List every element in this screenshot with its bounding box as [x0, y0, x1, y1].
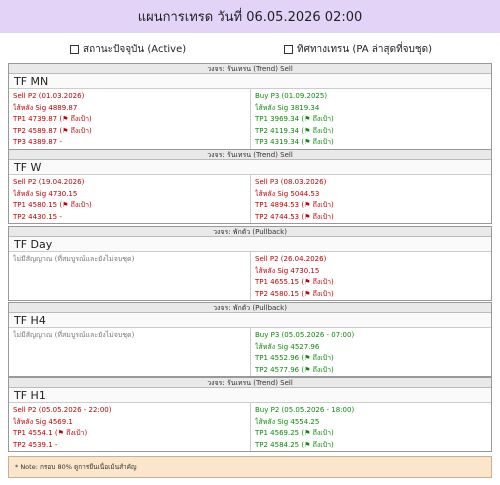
signal-line: TP1 4655.15 (⚑ ถึงเป้า) — [255, 278, 334, 287]
signal-line: TP1 4552.96 (⚑ ถึงเป้า) — [255, 354, 334, 363]
timeframe-label: TF H4 — [9, 313, 491, 328]
signal-line: ไส้หลัง Sig 4889.87 — [13, 103, 78, 112]
no-signal-text: ไม่มีสัญญาณ (ที่สมบูรณ์และยังไม่จบชุด) — [13, 331, 135, 339]
cycle-label: วงจร: พักตัว (Pullback) — [9, 227, 491, 237]
timeframe-card-day — [8, 226, 492, 301]
checkbox-icon[interactable] — [284, 45, 293, 54]
legend-active-label: สถานะปัจจุบัน (Active) — [83, 44, 187, 55]
signal-column-right — [250, 252, 491, 300]
signal-line: TP1 4569.25 (⚑ ถึงเป้า) — [255, 429, 334, 438]
page-title-bar — [0, 0, 500, 33]
signal-line: Sell P2 (19.04.2026) — [13, 178, 85, 186]
signal-line: ไส้หลัง Sig 4730.15 — [255, 266, 320, 275]
timeframe-card-mn — [8, 63, 492, 150]
signal-line: ไส้หลัง Sig 4569.1 — [13, 417, 73, 426]
signal-column-left — [9, 89, 250, 149]
signal-line: TP2 4539.1 - — [13, 440, 58, 449]
signal-line: TP2 4119.34 (⚑ ถึงเป้า) — [255, 126, 334, 135]
note-text: * Note: กรอบ 80% ดูการยืนเนื่อเม้นสำคัญ — [15, 463, 137, 471]
timeframe-card-h4 — [8, 302, 492, 377]
signal-line: ไส้หลัง Sig 4730.15 — [13, 189, 78, 198]
signal-line: TP2 4580.15 (⚑ ถึงเป้า) — [255, 289, 334, 298]
cycle-label: วงจร: พักตัว (Pullback) — [9, 303, 491, 313]
timeframe-label: TF Day — [9, 237, 491, 252]
signal-line: ไส้หลัง Sig 3819.34 — [255, 103, 320, 112]
no-signal-text: ไม่มีสัญญาณ (ที่สมบูรณ์และยังไม่จบชุด) — [13, 255, 135, 263]
timeframe-card-w — [8, 149, 492, 224]
page-title: แผนการเทรด วันที่ 06.05.2026 02:00 — [137, 10, 363, 25]
legend — [0, 42, 500, 58]
signal-line: TP1 4580.15 (⚑ ถึงเป้า) — [13, 201, 92, 210]
signal-column-left — [9, 175, 250, 223]
signal-line: Sell P2 (01.03.2026) — [13, 92, 85, 100]
signal-line: Sell P2 (26.04.2026) — [255, 255, 327, 263]
signal-line: TP2 4430.15 - — [13, 212, 62, 221]
signal-column-right — [250, 175, 491, 223]
signal-line: TP2 4584.25 (⚑ ถึงเป้า) — [255, 440, 334, 449]
signal-column-left — [9, 252, 250, 300]
signal-line: TP3 4319.34 (⚑ ถึงเป้า) — [255, 138, 334, 147]
signal-line: TP1 4554.1 (⚑ ถึงเป้า) — [13, 429, 88, 438]
signal-line: ไส้หลัง Sig 4527.96 — [255, 342, 320, 351]
timeframe-label: TF W — [9, 160, 491, 175]
signal-column-right — [250, 328, 491, 376]
cycle-label: วงจร: รันเทรน (Trend) Sell — [9, 150, 491, 160]
signal-line: TP2 4589.87 (⚑ ถึงเป้า) — [13, 126, 92, 135]
legend-active[interactable] — [70, 42, 186, 57]
legend-history-label: ทิศทางเทรน (PA ล่าสุดที่จบชุด) — [297, 44, 433, 55]
signal-line: Buy P3 (05.05.2026 - 07:00) — [255, 331, 355, 339]
cycle-label: วงจร: รันเทรน (Trend) Sell — [9, 378, 491, 388]
signal-line: TP2 4744.53 (⚑ ถึงเป้า) — [255, 212, 334, 221]
signal-line: ไส้หลัง Sig 4554.25 — [255, 417, 320, 426]
signal-column-right — [250, 403, 491, 451]
checkbox-icon[interactable] — [70, 45, 79, 54]
signal-column-left — [9, 403, 250, 451]
signal-line: Sell P3 (08.03.2026) — [255, 178, 327, 186]
cycle-label: วงจร: รันเทรน (Trend) Sell — [9, 64, 491, 74]
note-box — [8, 456, 492, 478]
signal-line: Buy P3 (01.09.2025) — [255, 92, 328, 100]
signal-line: TP2 4577.96 (⚑ ถึงเป้า) — [255, 365, 334, 374]
timeframe-label: TF H1 — [9, 388, 491, 403]
timeframe-label: TF MN — [9, 74, 491, 89]
signal-line: Sell P2 (05.05.2026 - 22:00) — [13, 406, 112, 414]
signal-column-right — [250, 89, 491, 149]
timeframe-card-h1 — [8, 377, 492, 452]
signal-line: TP1 4739.87 (⚑ ถึงเป้า) — [13, 115, 92, 124]
signal-column-left — [9, 328, 250, 376]
signal-line: ไส้หลัง Sig 5044.53 — [255, 189, 320, 198]
signal-line: TP1 4894.53 (⚑ ถึงเป้า) — [255, 201, 334, 210]
signal-line: TP1 3969.34 (⚑ ถึงเป้า) — [255, 115, 334, 124]
signal-line: Buy P2 (05.05.2026 - 18:00) — [255, 406, 355, 414]
signal-line: TP3 4389.87 - — [13, 138, 62, 147]
legend-history[interactable] — [284, 42, 432, 57]
